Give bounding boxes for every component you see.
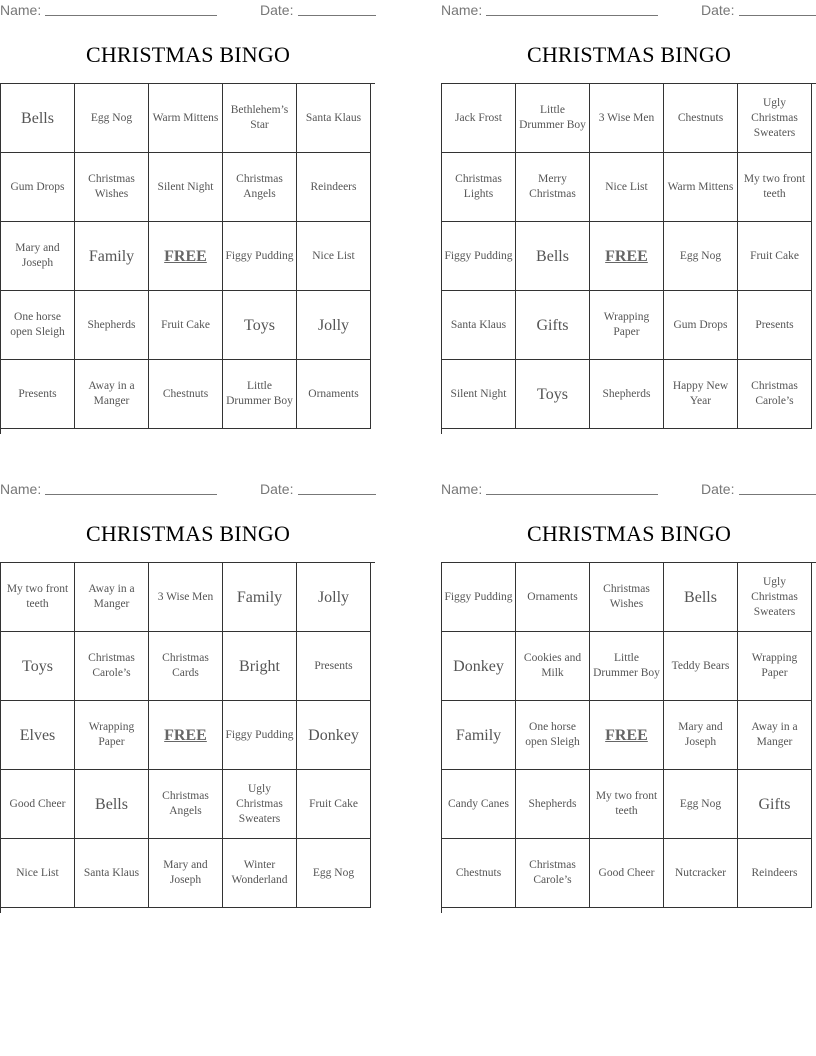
date-label: Date: — [701, 481, 735, 497]
card-header — [0, 479, 376, 499]
bingo-cell[interactable]: Presents — [297, 632, 371, 701]
bingo-cell[interactable]: Figgy Pudding — [223, 701, 297, 770]
bingo-cell[interactable]: Ugly Christmas Sweaters — [738, 84, 812, 153]
bingo-cell[interactable]: Bells — [516, 222, 590, 291]
bingo-cell[interactable]: Away in a Manger — [75, 360, 149, 429]
bingo-cell[interactable]: Shepherds — [590, 360, 664, 429]
bingo-cell[interactable]: Wrapping Paper — [738, 632, 812, 701]
bingo-cell[interactable]: Jack Frost — [442, 84, 516, 153]
bingo-cell[interactable]: Jolly — [297, 563, 371, 632]
bingo-cell[interactable]: Chestnuts — [664, 84, 738, 153]
bingo-cell[interactable]: Christmas Wishes — [75, 153, 149, 222]
bingo-cell[interactable]: Ornaments — [297, 360, 371, 429]
date-field-line[interactable] — [298, 494, 376, 495]
bingo-cell[interactable]: Figgy Pudding — [442, 563, 516, 632]
bingo-cell[interactable]: Away in a Manger — [75, 563, 149, 632]
bingo-cell[interactable]: Mary and Joseph — [149, 839, 223, 908]
bingo-cell[interactable]: Reindeers — [297, 153, 371, 222]
bingo-grid — [441, 83, 816, 434]
bingo-cell[interactable]: Silent Night — [442, 360, 516, 429]
bingo-cell[interactable]: Santa Klaus — [442, 291, 516, 360]
bingo-cell[interactable]: Jolly — [297, 291, 371, 360]
bingo-cell[interactable]: Shepherds — [75, 291, 149, 360]
bingo-cell[interactable]: Christmas Lights — [442, 153, 516, 222]
bingo-cell[interactable]: Christmas Carole’s — [75, 632, 149, 701]
bingo-cell[interactable]: Christmas Cards — [149, 632, 223, 701]
bingo-cell[interactable]: Ornaments — [516, 563, 590, 632]
bingo-cell[interactable]: Nutcracker — [664, 839, 738, 908]
bingo-cell[interactable]: 3 Wise Men — [590, 84, 664, 153]
date-label: Date: — [260, 2, 294, 18]
name-label: Name: — [441, 481, 483, 497]
bingo-cell[interactable]: Bright — [223, 632, 297, 701]
bingo-cell[interactable]: One horse open Sleigh — [516, 701, 590, 770]
bingo-cell[interactable]: Ugly Christmas Sweaters — [223, 770, 297, 839]
free-space[interactable]: FREE — [149, 701, 223, 770]
bingo-cell[interactable]: Good Cheer — [590, 839, 664, 908]
bingo-cell[interactable]: Bells — [75, 770, 149, 839]
name-field-line[interactable] — [486, 494, 658, 495]
bingo-cell[interactable]: Family — [223, 563, 297, 632]
name-label: Name: — [0, 2, 42, 18]
bingo-grid — [0, 83, 375, 434]
free-space[interactable]: FREE — [149, 222, 223, 291]
name-field-line[interactable] — [45, 494, 217, 495]
bingo-cell[interactable]: My two front teeth — [1, 563, 75, 632]
bingo-cell[interactable]: Nice List — [1, 839, 75, 908]
card-title: CHRISTMAS BINGO — [85, 42, 291, 67]
free-space[interactable]: FREE — [590, 701, 664, 770]
bingo-cell[interactable]: My two front teeth — [738, 153, 812, 222]
bingo-cell[interactable]: Christmas Angels — [149, 770, 223, 839]
bingo-cell[interactable]: Bells — [1, 84, 75, 153]
bingo-cell[interactable]: Bells — [664, 563, 738, 632]
bingo-cell[interactable]: Family — [442, 701, 516, 770]
bingo-cell[interactable]: Egg Nog — [75, 84, 149, 153]
name-field-line[interactable] — [486, 15, 658, 16]
card-title: CHRISTMAS BINGO — [85, 521, 291, 546]
card-title: CHRISTMAS BINGO — [526, 521, 732, 546]
bingo-cell[interactable]: Little Drummer Boy — [223, 360, 297, 429]
bingo-cell[interactable]: Fruit Cake — [149, 291, 223, 360]
card-header — [441, 0, 816, 20]
bingo-cell[interactable]: Happy New Year — [664, 360, 738, 429]
bingo-cell[interactable]: Wrapping Paper — [590, 291, 664, 360]
bingo-cell[interactable]: Reindeers — [738, 839, 812, 908]
bingo-cell[interactable]: Winter Wonderland — [223, 839, 297, 908]
bingo-cell[interactable]: Christmas Carole’s — [516, 839, 590, 908]
date-field-line[interactable] — [298, 15, 376, 16]
bingo-cell[interactable]: Bethlehem’s Star — [223, 84, 297, 153]
bingo-cell[interactable]: Christmas Wishes — [590, 563, 664, 632]
bingo-cell[interactable]: Donkey — [297, 701, 371, 770]
free-space[interactable]: FREE — [590, 222, 664, 291]
bingo-cell[interactable]: Warm Mittens — [149, 84, 223, 153]
bingo-cell[interactable]: My two front teeth — [590, 770, 664, 839]
bingo-cell[interactable]: Gifts — [738, 770, 812, 839]
bingo-cell[interactable]: Candy Canes — [442, 770, 516, 839]
bingo-cell[interactable]: One horse open Sleigh — [1, 291, 75, 360]
bingo-grid — [441, 562, 816, 913]
bingo-cell[interactable]: Donkey — [442, 632, 516, 701]
bingo-cell[interactable]: Nice List — [590, 153, 664, 222]
bingo-grid — [0, 562, 375, 913]
bingo-cell[interactable]: 3 Wise Men — [149, 563, 223, 632]
bingo-cell[interactable]: Wrapping Paper — [75, 701, 149, 770]
bingo-cell[interactable]: Warm Mittens — [664, 153, 738, 222]
bingo-cell[interactable]: Fruit Cake — [738, 222, 812, 291]
bingo-cell[interactable]: Figgy Pudding — [442, 222, 516, 291]
bingo-cell[interactable]: Santa Klaus — [297, 84, 371, 153]
bingo-cell[interactable]: Silent Night — [149, 153, 223, 222]
date-field-line[interactable] — [739, 494, 816, 495]
bingo-cell[interactable]: Teddy Bears — [664, 632, 738, 701]
bingo-cell[interactable]: Family — [75, 222, 149, 291]
card-title: CHRISTMAS BINGO — [526, 42, 732, 67]
bingo-cell[interactable]: Presents — [1, 360, 75, 429]
bingo-cell[interactable]: Merry Christmas — [516, 153, 590, 222]
bingo-cell[interactable]: Figgy Pudding — [223, 222, 297, 291]
bingo-cell[interactable]: Gum Drops — [1, 153, 75, 222]
bingo-cell[interactable]: Cookies and Milk — [516, 632, 590, 701]
bingo-cell[interactable]: Christmas Carole’s — [738, 360, 812, 429]
bingo-cell[interactable]: Christmas Angels — [223, 153, 297, 222]
name-label: Name: — [0, 481, 42, 497]
bingo-cell[interactable]: Toys — [223, 291, 297, 360]
bingo-cell[interactable]: Shepherds — [516, 770, 590, 839]
bingo-cell[interactable]: Mary and Joseph — [1, 222, 75, 291]
bingo-cell[interactable]: Chestnuts — [442, 839, 516, 908]
bingo-cell[interactable]: Egg Nog — [297, 839, 371, 908]
bingo-cell[interactable]: Chestnuts — [149, 360, 223, 429]
date-label: Date: — [701, 2, 735, 18]
name-label: Name: — [441, 2, 483, 18]
bingo-cell[interactable]: Little Drummer Boy — [516, 84, 590, 153]
bingo-cell[interactable]: Mary and Joseph — [664, 701, 738, 770]
bingo-cell[interactable]: Gum Drops — [664, 291, 738, 360]
bingo-cell[interactable]: Away in a Manger — [738, 701, 812, 770]
card-header — [0, 0, 376, 20]
bingo-cell[interactable]: Good Cheer — [1, 770, 75, 839]
date-label: Date: — [260, 481, 294, 497]
bingo-cell[interactable]: Presents — [738, 291, 812, 360]
bingo-cell[interactable]: Santa Klaus — [75, 839, 149, 908]
bingo-cell[interactable]: Elves — [1, 701, 75, 770]
date-field-line[interactable] — [739, 15, 816, 16]
bingo-cell[interactable]: Egg Nog — [664, 770, 738, 839]
bingo-cell[interactable]: Ugly Christmas Sweaters — [738, 563, 812, 632]
bingo-cell[interactable]: Fruit Cake — [297, 770, 371, 839]
bingo-cell[interactable]: Toys — [1, 632, 75, 701]
bingo-cell[interactable]: Gifts — [516, 291, 590, 360]
bingo-cell[interactable]: Little Drummer Boy — [590, 632, 664, 701]
bingo-cell[interactable]: Toys — [516, 360, 590, 429]
card-header — [441, 479, 816, 499]
bingo-cell[interactable]: Nice List — [297, 222, 371, 291]
name-field-line[interactable] — [45, 15, 217, 16]
bingo-cell[interactable]: Egg Nog — [664, 222, 738, 291]
